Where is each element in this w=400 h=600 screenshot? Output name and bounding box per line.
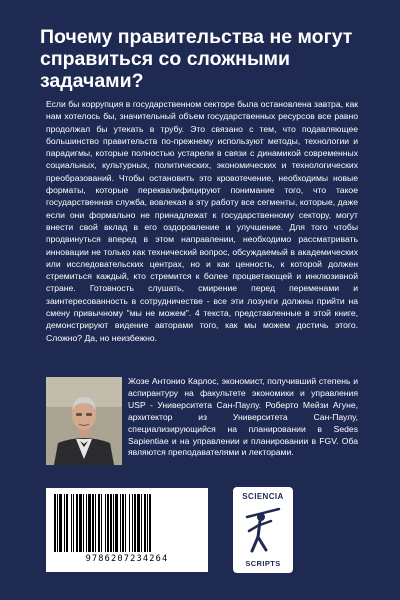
isbn-number: 9786207234264	[85, 554, 169, 564]
author-portrait-image	[46, 377, 122, 465]
author-bio: Жозе Антонио Карлос, экономист, получивший степень и аспирантуру на факультете экономики и управления USP - Университета Сан-Паулу. Роберто Мейзи Агуне, архитектор из Университета Сан-Паулу, специализирующийся на планировании в Sedes Sapientiae и на управлении и планировании в FGV. Оба являются преподавателями и лекторами.	[128, 376, 358, 458]
publisher-logo	[233, 487, 293, 573]
barcode-bars	[54, 494, 200, 552]
publisher-logo-bottom: SCRIPTS	[245, 559, 281, 568]
book-title: Почему правительства не могут справиться со сложными задачами?	[40, 26, 353, 92]
author-photo	[46, 377, 122, 465]
scientist-figure-icon	[241, 503, 285, 555]
publisher-logo-top: SCIENCIA	[242, 492, 284, 501]
book-description: Если бы коррупция в государственном секторе была остановлена завтра, как нам хотелось бы, значительный объем государственных ресурсов все равно продолжал бы утекать в трубу. Это связано с тем, что подавляющее большинство правительств по-прежнему используют методы, технологии и парадигмы, которые полностью устарели в связи с динамикой современных социальных, культурных, политических, экономических и технологических преобразований. Чтобы остановить это кровотечение, необходимы новые форматы, которые переквалифицируют понимание того, что такое государственная служба, вовлекая в эту работу все сегменты, которые, даже если они формально не принадлежат к государственному сектору, могут внести свой вклад в его оздоровление и улучшение. Для того чтобы продвинуться вперед в этом направлении, необходимо рассматривать инновации не только как технический вопрос, обсуждаемый в академических или исследовательских центрах, но и как ценность, к которой должен стремиться каждый, кто стремится к более процветающей и инклюзивной стране. Готовность слушать, смирение перед переменами и заинтересованность в сотрудничестве - все эти лозунги должны прийти на смену привычному "мы не можем". 4 текста, представленные в этой книге, демонстрируют видение авторами того, как мы можем достичь этого. Сложно? Да, но неизбежно.	[46, 99, 358, 343]
isbn-barcode	[46, 488, 208, 572]
